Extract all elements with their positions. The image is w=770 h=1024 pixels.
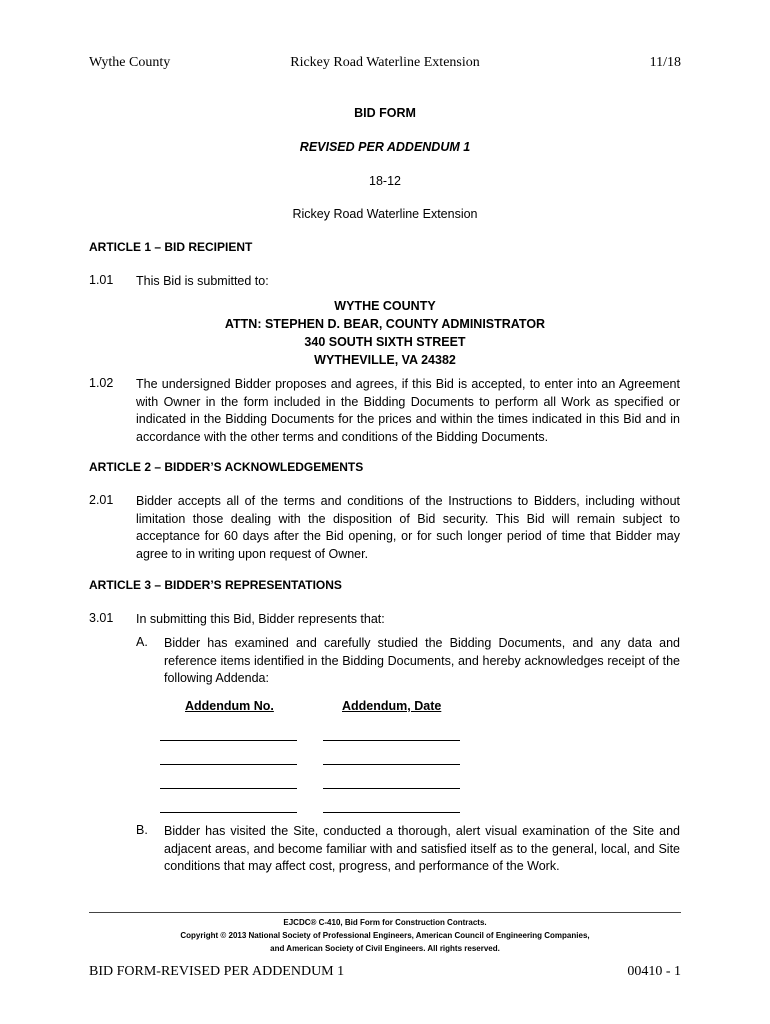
addendum-no-blank[interactable] <box>160 740 297 741</box>
addendum-date-blank[interactable] <box>323 740 460 741</box>
copyright-line-1: EJCDC® C-410, Bid Form for Construction Contracts. <box>283 918 487 927</box>
footer-divider <box>89 912 681 913</box>
footer-title: BID FORM-REVISED PER ADDENDUM 1 <box>89 964 345 979</box>
addendum-date-blank[interactable] <box>323 764 460 765</box>
paragraph-3-01-a: Bidder has examined and carefully studied the Bidding Documents, and any data and reference items identified in the Bidding Documents, and hereby acknowledges receipt of the following Addenda: <box>164 636 680 686</box>
addendum-no-header: Addendum No. <box>185 699 274 713</box>
recipient-name: WYTHE COUNTY <box>334 299 436 313</box>
copyright-line-3: and American Society of Civil Engineers. All rights reserved. <box>270 944 500 953</box>
addendum-no-blank[interactable] <box>160 788 297 789</box>
header-date: 11/18 <box>649 55 681 70</box>
bid-number: 18-12 <box>369 174 401 188</box>
project-name: Rickey Road Waterline Extension <box>292 207 478 221</box>
addendum-no-blank[interactable] <box>160 812 297 813</box>
article-3-heading: ARTICLE 3 – BIDDER’S REPRESENTATIONS <box>89 578 342 592</box>
form-title: BID FORM <box>354 106 416 120</box>
paragraph-1-02: The undersigned Bidder proposes and agrees, if this Bid is accepted, to enter into an Agreement with Owner in the form included in the Bidding Documents to perform all Work as specified or indicated in the Bidding Documents for the prices and within the times indicated in this Bid and in accordance with the other terms and conditions of the Bidding Documents. <box>136 377 680 444</box>
item-letter-b: B. <box>136 823 148 837</box>
article-1-heading: ARTICLE 1 – BID RECIPIENT <box>89 240 253 254</box>
recipient-attn: ATTN: STEPHEN D. BEAR, COUNTY ADMINISTRATOR <box>224 317 546 331</box>
addendum-date-blank[interactable] <box>323 812 460 813</box>
section-number: 3.01 <box>89 611 114 625</box>
page-number: 00410 - 1 <box>627 964 681 979</box>
copyright-line-2: Copyright © 2013 National Society of Professional Engineers, American Council of Engineering Companies, <box>180 931 590 940</box>
paragraph-3-01-b: Bidder has visited the Site, conducted a thorough, alert visual examination of the Site and adjacent areas, and become familiar with and satisfied itself as to the general, local, and Site conditions that may affect cost, progress, and performance of the Work. <box>164 824 680 874</box>
revised-note: REVISED PER ADDENDUM 1 <box>299 140 471 154</box>
section-number: 1.01 <box>89 273 114 287</box>
paragraph-1-01: This Bid is submitted to: <box>136 274 269 288</box>
addendum-date-header: Addendum, Date <box>342 699 442 713</box>
section-number: 1.02 <box>89 376 114 390</box>
recipient-city: WYTHEVILLE, VA 24382 <box>314 353 456 367</box>
recipient-street: 340 SOUTH SIXTH STREET <box>304 335 466 349</box>
paragraph-2-01: Bidder accepts all of the terms and conditions of the Instructions to Bidders, including without limitation those dealing with the disposition of Bid security. This Bid will remain subject to acceptance for 60 days after the Bid opening, or for such longer period of time that Bidder may agree to in writing upon request of Owner. <box>136 494 680 561</box>
article-2-heading: ARTICLE 2 – BIDDER’S ACKNOWLEDGEMENTS <box>89 460 364 474</box>
header-county: Wythe County <box>89 55 171 70</box>
paragraph-3-01: In submitting this Bid, Bidder represents that: <box>136 612 385 626</box>
addendum-date-blank[interactable] <box>323 788 460 789</box>
addendum-no-blank[interactable] <box>160 764 297 765</box>
header-project: Rickey Road Waterline Extension <box>290 55 480 70</box>
item-letter-a: A. <box>136 635 148 649</box>
section-number: 2.01 <box>89 493 114 507</box>
